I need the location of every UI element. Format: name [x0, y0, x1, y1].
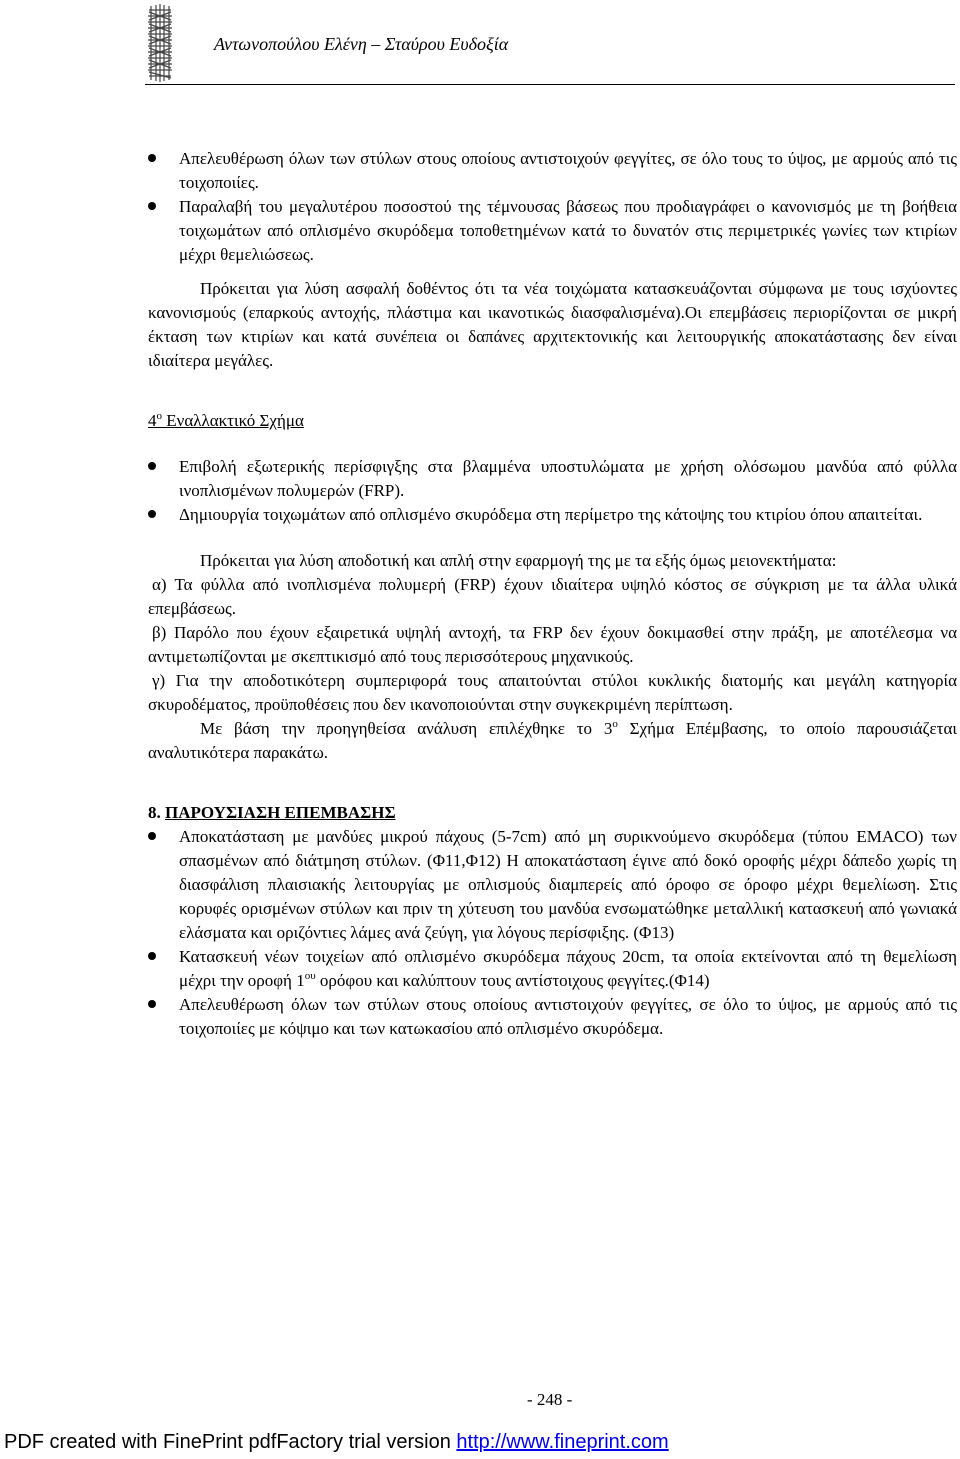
list-item-text-start: Κατασκευή νέων τοιχείων από οπλισμένο σκυρόδεμα πάχους 20cm, τα οποία εκτείνονται από τη θεμελίωση μέχρι την οροφή 1: [179, 947, 957, 990]
bullet-icon: [148, 202, 156, 210]
header-rule: [145, 84, 955, 85]
pdf-footer: [4, 1430, 669, 1454]
conclusion-text: Με βάση την προηγηθείσα ανάλυση επιλέχθηκε το 3: [200, 719, 613, 738]
list-item-text: Απελευθέρωση όλων των στύλων στους οποίους αντιστοιχούν φεγγίτες, σε όλο τους το ύψος, με αρμούς από τις τοιχοποιίες.: [179, 149, 957, 192]
section-heading: [148, 801, 957, 825]
alternative-number: 4: [148, 411, 157, 430]
list-item-text: [179, 945, 957, 993]
drawback-item: α) Τα φύλλα από ινοπλισμένα πολυμερή (FRP) έχουν ιδιαίτερα υψηλό κόστος σε σύγκριση με τα άλλα υλικά επεμβάσεως.: [148, 575, 957, 618]
paragraph: Πρόκειται για λύση αποδοτική και απλή στην εφαρμογή της με τα εξής όμως μειονεκτήματα:: [200, 551, 837, 570]
footer-text: PDF created with FinePrint pdfFactory trial version: [4, 1431, 457, 1453]
list-item-text: Αποκατάσταση με μανδύες μικρού πάχους (5-7cm) από μη συρικνούμενο σκυρόδεμα (τύπου EMACO) των σπασμένων από διάτμηση στύλων. (Φ11,Φ12) Η αποκατάσταση έγινε από δοκό οροφής μέχρι δάπεδο χωρίς τη διασφάλιση πλαισιακής λειτουργίας με οπλισμούς διαμπερείς από όροφο σε όροφο μέχρι θεμελίωση. Στις κορυφές ορισμένων στύλων και πριν τη χύτευση του μανδύα ενσωματώθηκε μεταλλική κατασκευή από γωνιακά ελάσματα και οριζόντιες λάμες ανά ζεύγη, για λόγους περίσφιξης. (Φ13): [179, 827, 957, 942]
paragraph: Πρόκειται για λύση ασφαλή δοθέντος ότι τα νέα τοιχώματα κατασκευάζονται σύμφωνα με τους ισχύοντες κανονισμούς (επαρκούς αντοχής, πλάστιμα και ικανοτικώς διασφαλισμένα).Οι επεμβάσεις περιορίζονται σε μικρή έκταση των κτιρίων και κατά συνέπεια οι δαπάνες αρχιτεκτονικής και λειτουργικής αποκατάστασης δεν είναι ιδιαίτερα μεγάλες.: [148, 279, 957, 370]
list-item-text: Παραλαβή του μεγαλυτέρου ποσοστού της τέμνουσας βάσεως που προδιαγράφει ο κανονισμός με τη βοήθεια τοιχωμάτων από οπλισμένο σκυρόδεμα τοποθετημένων κατά το δυνατόν στις περιμετρικές γωνίες των κτιρίων μέχρι θεμελιώσεως.: [179, 197, 957, 264]
list-item: [148, 945, 957, 993]
list-item-text: Δημιουργία τοιχωμάτων από οπλισμένο σκυρόδεμα στη περίμετρο της κάτοψης του κτιρίου όπου απαιτείται.: [179, 505, 923, 524]
list-item: [148, 825, 957, 945]
alternative-superscript: ο: [156, 410, 162, 422]
drawback-item: β) Παρόλο που έχουν εξαιρετικά υψηλή αντοχή, τα FRP δεν έχουν δοκιμασθεί στην πράξη, με αποτέλεσμα να αντιμετωπίζονται με σκεπτικισμό από τους περισσότερους μηχανικούς.: [148, 623, 957, 666]
alternative-label: Εναλλακτικό Σχήμα: [162, 411, 304, 430]
conclusion-paragraph: [148, 717, 957, 765]
list-item: [148, 455, 957, 503]
body-content: [148, 147, 957, 1041]
conclusion-text-end: Σχήμα Επέμβασης, το οποίο παρουσιάζεται αναλυτικότερα παρακάτω.: [148, 719, 957, 762]
list-item: [148, 195, 957, 267]
list-item-superscript: ου: [304, 970, 316, 982]
list-item: [148, 993, 957, 1041]
list-item-text: Απελευθέρωση όλων των στύλων στους οποίους αντιστοιχούν φεγγίτες, σε όλο το ύψος, με αρμούς από τις τοιχοποιίες με κόψιμο και των κατωκασίου από οπλισμένο σκυρόδεμα.: [179, 995, 957, 1038]
bullet-icon: [148, 1000, 156, 1008]
bullet-icon: [148, 952, 156, 960]
list-item: [148, 147, 957, 195]
bullet-icon: [148, 462, 156, 470]
list-item-text: Επιβολή εξωτερικής περίσφιγξης στα βλαμμένα υποστυλώματα με χρήση ολόσωμου μανδύα από φύλλα ινοπλισμένων πολυμερών (FRP).: [179, 457, 957, 500]
bullet-icon: [148, 510, 156, 518]
bullet-icon: [148, 154, 156, 162]
running-header: Αντωνοπούλου Ελένη – Σταύρου Ευδοξία: [214, 34, 509, 54]
section-title: ΠΑΡΟΥΣΙΑΣΗ ΕΠΕΜΒΑΣΗΣ: [165, 803, 396, 822]
list-item-text-end: ορόφου και καλύπτουν τους αντίστοιχους φεγγίτες.(Φ14): [315, 971, 710, 990]
list-item: [148, 503, 957, 527]
alternative-heading: [148, 409, 957, 433]
logo-icon: [143, 2, 177, 84]
drawback-item: γ) Για την αποδοτικότερη συμπεριφορά τους απαιτούνται στύλοι κυκλικής διατομής και μεγάλη κατηγορία σκυροδέματος, προϋποθέσεις που δεν ικανοποιούνται στην συγκεκριμένη περίπτωση.: [148, 671, 957, 714]
footer-link[interactable]: http://www.fineprint.com: [456, 1431, 669, 1453]
conclusion-superscript: ο: [612, 718, 618, 730]
page-number: - 248 -: [527, 1390, 573, 1409]
section-number: 8.: [148, 803, 161, 822]
bullet-icon: [148, 832, 156, 840]
